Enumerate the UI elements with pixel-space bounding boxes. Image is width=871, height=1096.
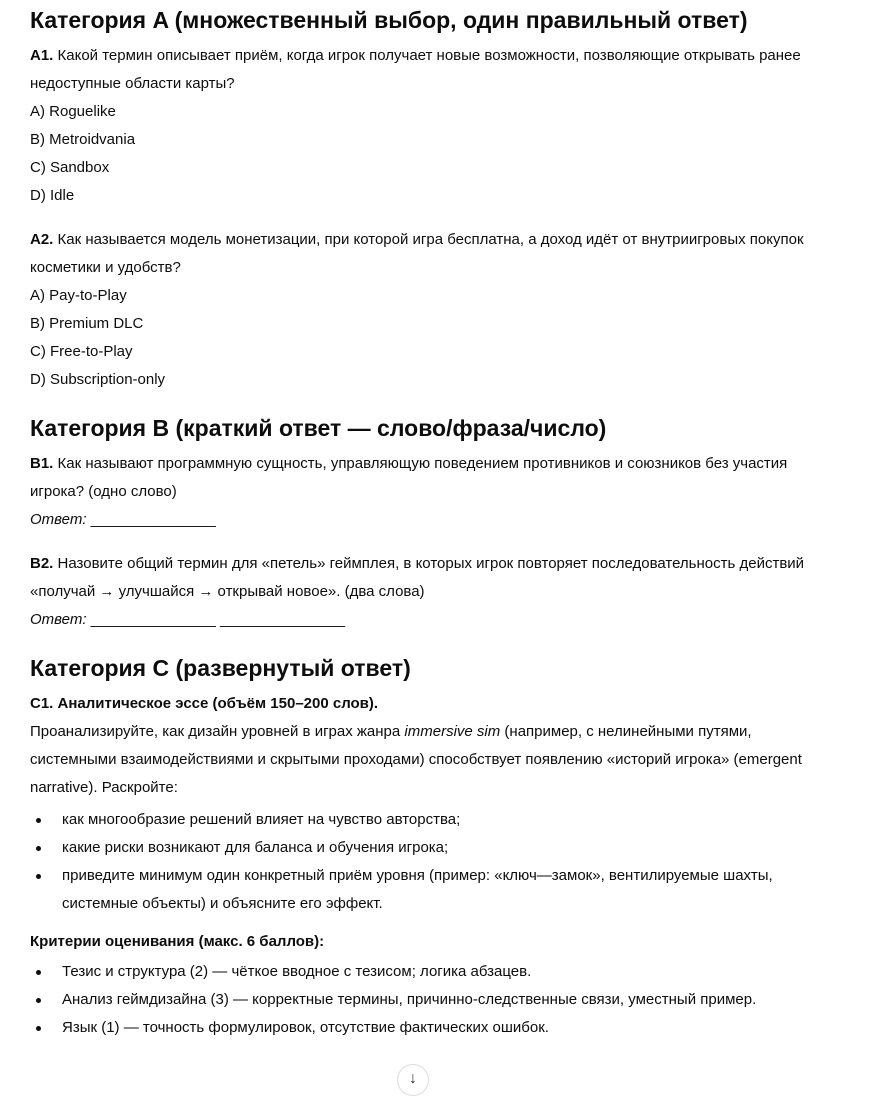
answer-blank: _______________	[86, 511, 216, 528]
category-c-heading: Категория C (развернутый ответ)	[30, 655, 411, 681]
option: D) Subscription-only	[30, 371, 166, 388]
option: A) Roguelike	[30, 103, 116, 120]
bullet-item: какие риски возникают для баланса и обучения игрока;	[30, 834, 810, 862]
question-number: B2.	[30, 555, 54, 572]
question-b2	[30, 550, 810, 634]
question-number: B1.	[30, 455, 54, 472]
option: C) Free-to-Play	[30, 343, 133, 360]
document	[30, 2, 810, 1042]
option: B) Premium DLC	[30, 315, 144, 332]
category-b-heading: Категория B (краткий ответ — слово/фраза/число)	[30, 415, 607, 441]
question-number: A1.	[30, 47, 54, 64]
question-b1	[30, 450, 810, 534]
option: C) Sandbox	[30, 159, 110, 176]
answer-label: Ответ:	[30, 511, 87, 528]
scroll-down-button[interactable]	[397, 1064, 429, 1096]
c1-text-pre: Проанализируйте, как дизайн уровней в играх жанра	[30, 723, 405, 740]
category-a-heading: Категория A (множественный выбор, один правильный ответ)	[30, 7, 748, 33]
question-text: Назовите общий термин для «петель» геймплея, в которых игрок повторяет последовательность действий «получай → улучшайся → открывай новое». (два слова)	[30, 555, 805, 600]
criteria-title: Критерии оценивания (макс. 6 баллов):	[30, 933, 325, 950]
question-text: Как называется модель монетизации, при которой игра бесплатна, а доход идёт от внутриигровых покупок косметики и удобств?	[30, 231, 804, 276]
c1-text	[30, 718, 810, 802]
criteria-item: Тезис и структура (2) — чёткое вводное с тезисом; логика абзацев.	[30, 958, 810, 986]
question-text: Какой термин описывает приём, когда игрок получает новые возможности, позволяющие открывать ранее недоступные области карты?	[30, 47, 801, 92]
question-a1	[30, 42, 810, 210]
c1-text-post: (например, с нелинейными путями, системными взаимодействиями и скрытыми проходами) способствует появлению «историй игрока» (emergent narrative). Раскройте:	[30, 723, 802, 796]
c1-bullets	[30, 806, 810, 918]
criteria-item: Язык (1) — точность формулировок, отсутствие фактических ошибок.	[30, 1014, 810, 1042]
question-a2	[30, 226, 810, 394]
criteria-item: Анализ геймдизайна (3) — корректные термины, причинно-следственные связи, уместный пример.	[30, 986, 810, 1014]
question-c1	[30, 690, 810, 802]
question-text: Как называют программную сущность, управляющую поведением противников и союзников без участия игрока? (одно слово)	[30, 455, 788, 500]
answer-blank: _______________ _______________	[86, 611, 346, 628]
arrow-down-icon: ↓	[409, 1070, 417, 1087]
question-number: A2.	[30, 231, 54, 248]
c1-text-em: immersive sim	[404, 723, 501, 740]
option: D) Idle	[30, 187, 75, 204]
bullet-item: как многообразие решений влияет на чувство авторства;	[30, 806, 810, 834]
answer-label: Ответ:	[30, 611, 87, 628]
option: A) Pay-to-Play	[30, 287, 127, 304]
option: B) Metroidvania	[30, 131, 136, 148]
c1-title: C1. Аналитическое эссе (объём 150–200 слов).	[30, 695, 379, 712]
criteria-list	[30, 958, 810, 1042]
bullet-item: приведите минимум один конкретный приём уровня (пример: «ключ—замок», вентилируемые шахты, системные объекты) и объясните его эффект.	[30, 862, 810, 918]
